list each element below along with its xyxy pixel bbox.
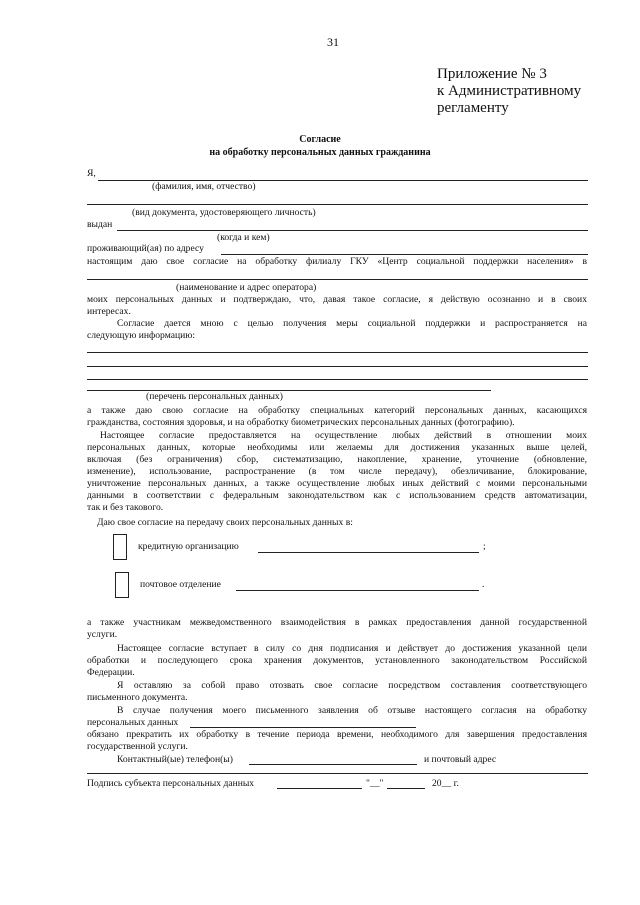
data-list-line-1[interactable] — [87, 352, 588, 353]
p4-line3: включая (без ограничения) сбор, систематизацию, накопление, хранение, уточнение (обновление, — [87, 454, 587, 465]
data-list-line-2[interactable] — [87, 366, 588, 367]
post-office-checkbox[interactable] — [115, 572, 129, 598]
operator-hint: (наименование и адрес оператора) — [176, 282, 317, 293]
operator-field[interactable] — [87, 279, 588, 280]
c2-line1: Настоящее согласие вступает в силу со дня подписания и действует до достижения указанной цели — [117, 643, 587, 654]
transfer-intro: Даю свое согласие на передачу своих персональных данных в: — [97, 517, 353, 528]
appendix-header-line3: регламенту — [437, 100, 509, 116]
credit-org-end: ; — [483, 541, 486, 552]
doc-subtitle: на обработку персональных данных гражданина — [209, 147, 431, 158]
issued-label: выдан — [87, 219, 113, 230]
p4-line4: изменение), использование, распространение (в том числе передачу), обезличивание, блокирование, — [87, 466, 587, 477]
c3-line2: письменного документа. — [87, 692, 188, 703]
post-address-label: и почтовый адрес — [424, 754, 497, 765]
credit-org-checkbox[interactable] — [113, 534, 127, 560]
p4-line6: данными в соответствии с федеральным законодательством как с использованием средств автоматизации, — [87, 490, 587, 501]
document-hint: (вид документа, удостоверяющего личность) — [132, 207, 316, 218]
consent-line: настоящим даю свое согласие на обработку филиалу ГКУ «Центр социальной поддержки населения» в — [87, 256, 587, 267]
credit-org-field[interactable] — [258, 552, 479, 553]
signature-date-day: "__" — [366, 778, 384, 789]
data-list-line-3[interactable] — [87, 379, 588, 380]
c4-line3: обязано прекратить их обработку в течение периода времени, необходимого для завершения предоставления — [87, 729, 587, 740]
p1-line2: интересах. — [87, 306, 131, 317]
signature-date-year: 20__ г. — [432, 778, 459, 789]
c2-line2: обработки и последующего срока хранения документов, установленного законодательством Российской — [87, 655, 587, 666]
phone-field[interactable] — [249, 764, 417, 765]
credit-org-label: кредитную организацию — [138, 541, 239, 552]
signature-date-month[interactable] — [387, 788, 425, 789]
c1-line1: а также участникам межведомственного взаимодействия в рамках предоставления данной государственной — [87, 617, 587, 628]
p4-line2: персональных данных, которые необходимы или желаемы для достижения указанных выше целей, — [87, 442, 587, 453]
p2-line1: Согласие дается мною с целью получения меры социальной поддержки и распространяется на — [117, 318, 587, 329]
data-list-hint: (перечень персональных данных) — [146, 391, 283, 402]
c4-line4: государственной услуги. — [87, 741, 188, 752]
c4-field[interactable] — [190, 727, 416, 728]
p3-line1: а также даю свою согласие на обработку специальных категорий персональных данных, касающихся — [87, 405, 587, 416]
c4-line2: персональных данных — [87, 717, 179, 728]
address-field[interactable] — [221, 254, 588, 255]
doc-title: Согласие — [299, 134, 341, 145]
c3-line1: Я оставляю за собой право отозвать свое согласие посредством составления соответствующего — [117, 680, 587, 691]
c2-line3: Федерации. — [87, 667, 135, 678]
p3-line2: гражданства, состояния здоровья, и на обработку биометрических персональных данных (фотографию). — [87, 417, 515, 428]
fio-hint: (фамилия, имя, отчество) — [152, 181, 256, 192]
c4-line1: В случае получения моего письменного заявления об отзыве настоящего согласия на обработку — [117, 705, 587, 716]
post-address-field[interactable] — [87, 773, 588, 774]
post-office-field[interactable] — [236, 590, 479, 591]
signature-label: Подпись субъекта персональных данных — [87, 778, 255, 789]
p1-line1: моих персональных данных и подтверждаю, что, давая такое согласие, я действую осознанно и в своих — [87, 294, 587, 305]
signature-field[interactable] — [277, 788, 362, 789]
appendix-header-line1: Приложение № 3 — [437, 66, 547, 82]
page-number: 31 — [327, 35, 339, 49]
p4-line1: Настоящее согласие предоставляется на осуществление любых действий в отношении моих — [100, 430, 587, 441]
phone-label: Контактный(ые) телефон(ы) — [117, 754, 233, 765]
c1-line2: услуги. — [87, 629, 118, 640]
address-label: проживающий(ая) по адресу — [87, 243, 204, 254]
p4-line5: уничтожение персональных данных, а также осуществление любых иных действий с моими персональными — [87, 478, 587, 489]
p4-line7: так и без такового. — [87, 502, 164, 513]
issued-hint: (когда и кем) — [217, 232, 270, 243]
issued-field[interactable] — [117, 230, 588, 231]
document-field[interactable] — [87, 204, 588, 205]
post-office-end: . — [482, 579, 485, 590]
appendix-header-line2: к Административному — [437, 83, 582, 99]
i-label: Я, — [87, 168, 96, 179]
p2-line2: следующую информацию: — [87, 330, 196, 341]
post-office-label: почтовое отделение — [140, 579, 221, 590]
